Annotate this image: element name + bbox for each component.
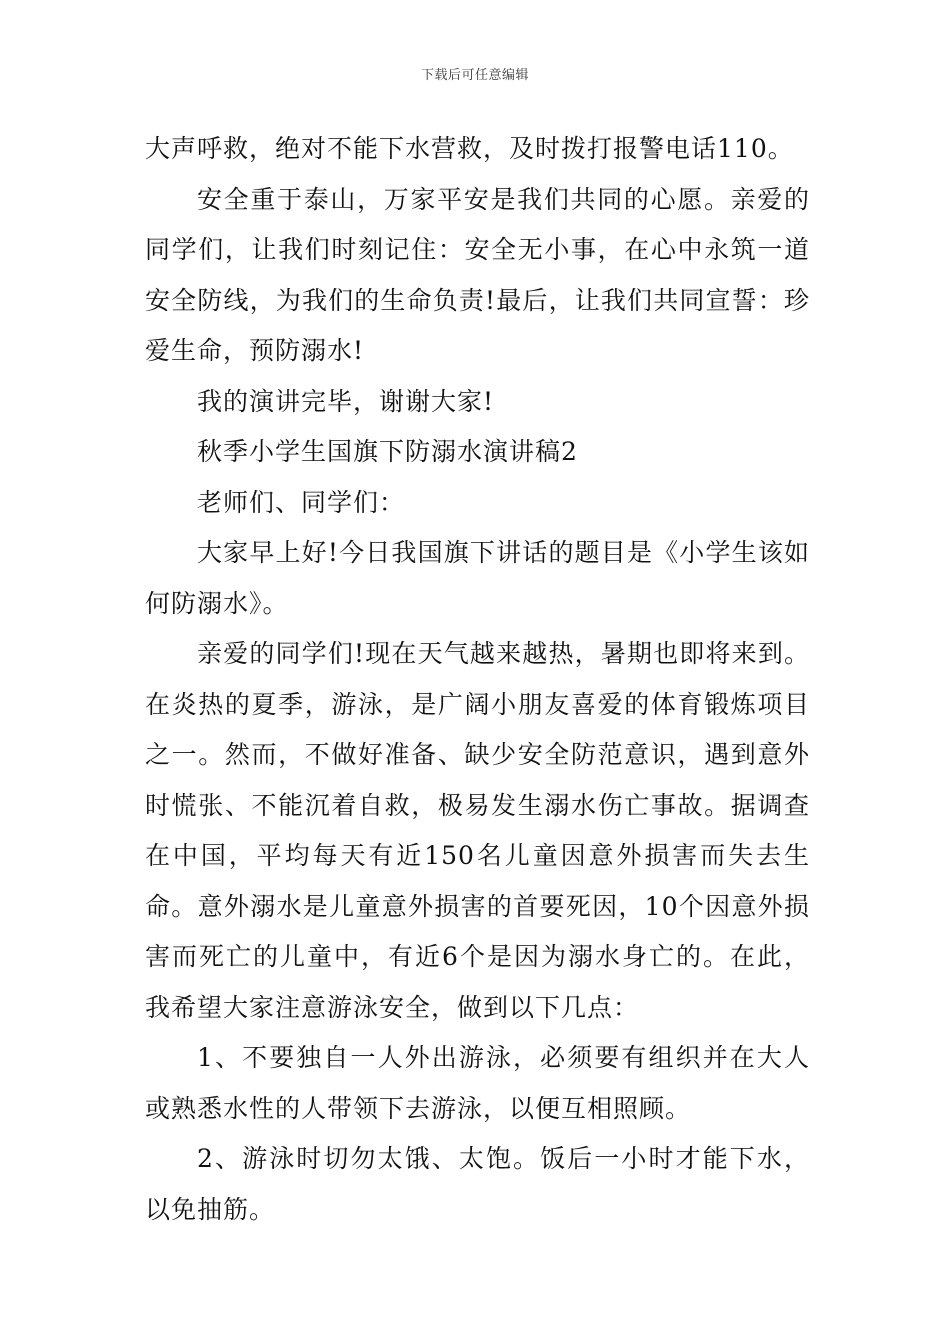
- paragraph-7: 亲爱的同学们!现在天气越来越热，暑期也即将来到。在炎热的夏季，游泳，是广阔小朋友喜爱的体育锻炼项目之一。然而，不做好准备、缺少安全防范意识，遇到意外时慌张、不能沉着自救，极易发生溺水伤亡事故。据调查在中国，平均每天有近150名儿童因意外损害而失去生命。意外溺水是儿童意外损害的首要死因，10个因意外损害而死亡的儿童中，有近6个是因为溺水身亡的。在此，我希望大家注意游泳安全，做到以下几点：: [145, 639, 810, 1022]
- greeting: 老师们、同学们：: [197, 487, 406, 517]
- paragraph-3: 我的演讲完毕，谢谢大家!: [197, 386, 495, 416]
- document-body: [145, 124, 810, 1235]
- paragraph-6: 大家早上好!今日我国旗下讲话的题目是《小学生该如何防溺水》。: [145, 538, 810, 618]
- list-item-1: 1、不要独自一人外出游泳，必须要有组织并在大人或熟悉水性的人带领下去游泳，以便互相照顾。: [145, 1043, 810, 1123]
- paragraph-1: 大声呼救，绝对不能下水营救，及时拨打报警电话110。: [145, 134, 794, 163]
- paragraph-2: 安全重于泰山，万家平安是我们共同的心愿。亲爱的同学们，让我们时刻记住：安全无小事，在心中永筑一道安全防线，为我们的生命负责!最后，让我们共同宣誓：珍爱生命，预防溺水!: [145, 184, 810, 365]
- section-title: 秋季小学生国旗下防溺水演讲稿2: [197, 437, 578, 466]
- page-header-note: 下载后可任意编辑: [420, 68, 529, 83]
- list-item-2: 2、游泳时切勿太饿、太饱。饭后一小时才能下水，以免抽筋。: [145, 1144, 810, 1224]
